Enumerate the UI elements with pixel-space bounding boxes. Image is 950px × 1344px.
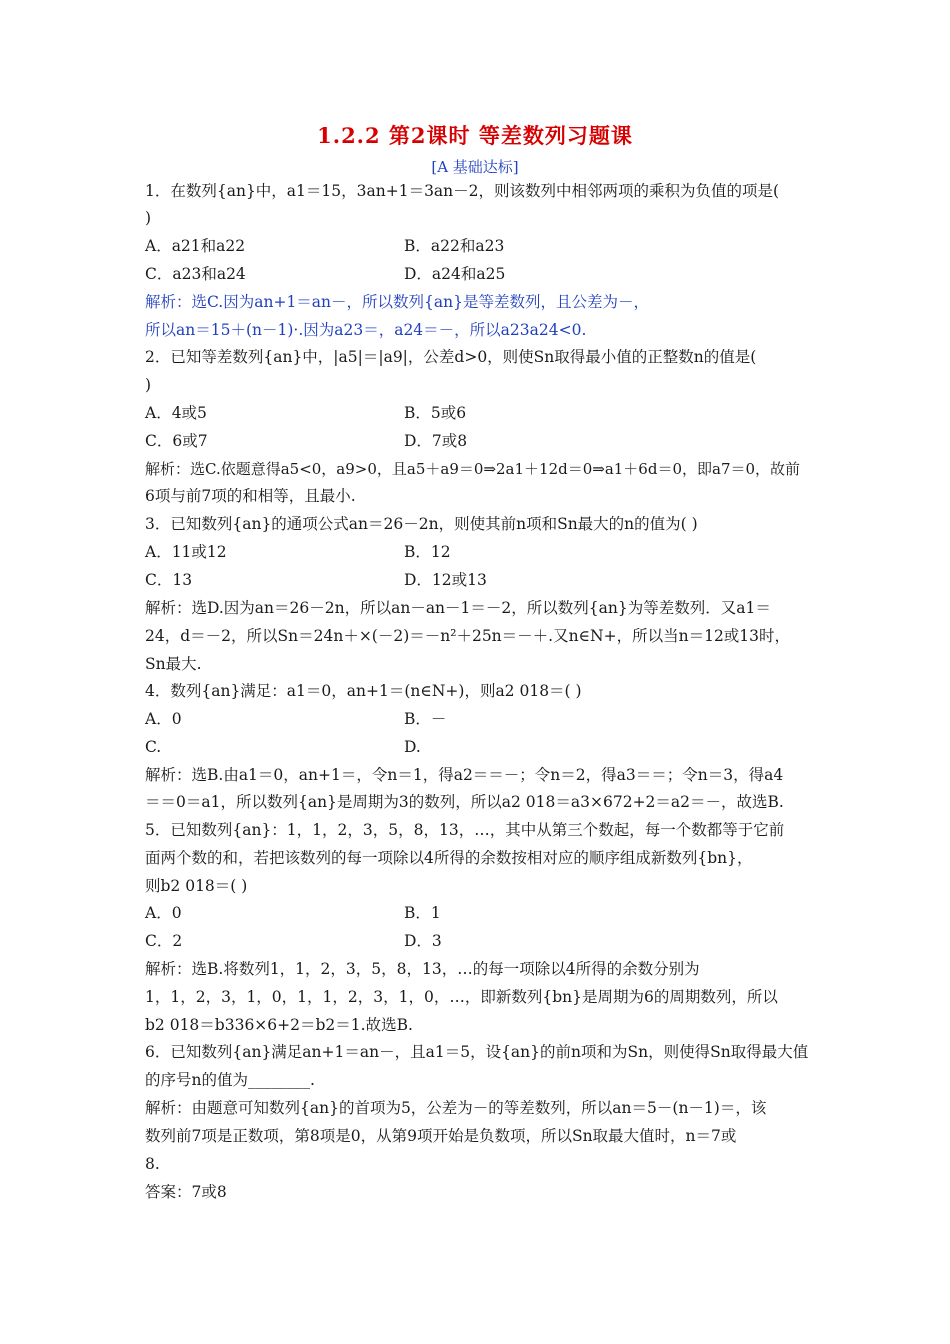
question-6-analysis-end: 8. <box>145 1155 160 1173</box>
question-3-option-d: D．12或13 <box>404 571 487 589</box>
question-6-stem-cont: 的序号n的值为________. <box>145 1071 315 1089</box>
question-6-analysis: 解析：由题意可知数列{an}的首项为5，公差为－的等差数列，所以an＝5－(n－1)＝，该 <box>145 1099 767 1117</box>
question-5-analysis-end: b2 018＝b336×6+2＝b2＝1.故选B. <box>145 1016 413 1034</box>
question-1-option-a: A．a21和a22 <box>145 237 246 255</box>
question-6-analysis-cont: 数列前7项是正数项，第8项是0，从第9项开始是负数项，所以Sn取最大值时，n＝7或 <box>145 1127 737 1145</box>
question-3-stem: 3．已知数列{an}的通项公式an＝26－2n，则使其前n项和Sn最大的n的值为( ) <box>145 515 698 533</box>
question-5-stem-cont: 面两个数的和，若把该数列的每一项除以4所得的余数按相对应的顺序组成新数列{bn}， <box>145 849 753 867</box>
page-title: 1.2.2 第2课时 等差数列习题课 <box>317 123 633 148</box>
question-2-option-d: D．7或8 <box>404 432 468 450</box>
question-2-stem-cont: ) <box>145 376 152 394</box>
question-3-analysis: 解析：选D.因为an＝26－2n，所以an－an－1＝－2，所以数列{an}为等差数列．又a1＝ <box>145 599 771 617</box>
question-2-option-a: A．4或5 <box>145 404 207 422</box>
question-1-option-c: C．a23和a24 <box>145 265 246 283</box>
question-5-option-d: D．3 <box>404 932 442 950</box>
question-6-stem: 6．已知数列{an}满足an+1＝an－，且a1＝5，设{an}的前n项和为Sn，则使得Sn取得最大值 <box>145 1043 809 1061</box>
question-2-option-c: C．6或7 <box>145 432 208 450</box>
question-2-stem: 2．已知等差数列{an}中，|a5|＝|a9|，公差d>0，则使Sn取得最小值的正整数n的值是( <box>145 348 757 366</box>
question-1-option-b: B．a22和a23 <box>404 237 505 255</box>
question-4-option-b: B．－ <box>404 710 447 728</box>
question-3-analysis-cont: 24，d＝－2，所以Sn＝24n＋×(－2)＝－n²＋25n＝－＋.又n∈N+，所以当n＝12或13时， <box>145 627 791 645</box>
section-tag: [A 基础达标] <box>431 158 519 176</box>
question-5-option-a: A．0 <box>145 904 182 922</box>
question-3-analysis-end: Sn最大. <box>145 655 202 673</box>
question-1-stem-cont: ) <box>145 209 152 227</box>
question-2-option-b: B．5或6 <box>404 404 467 422</box>
question-5-option-b: B．1 <box>404 904 441 922</box>
question-5-stem-end: 则b2 018＝( ) <box>145 877 248 895</box>
question-4-analysis-cont: ＝＝0＝a1，所以数列{an}是周期为3的数列，所以a2 018＝a3×672+2＝a2＝－，故选B. <box>145 793 784 811</box>
question-3-option-c: C．13 <box>145 571 193 589</box>
question-4-stem: 4．数列{an}满足：a1＝0，an+1＝(n∈N+)，则a2 018＝( ) <box>145 682 582 700</box>
question-2-analysis: 解析：选C.依题意得a5<0，a9>0，且a5＋a9＝0⇒2a1＋12d＝0⇒a1＋6d＝0，即a7＝0，故前 <box>145 460 801 478</box>
question-5-analysis-cont: 1，1，2，3，1，0，1，1，2，3，1，0，…，即新数列{bn}是周期为6的周期数列，所以 <box>145 988 778 1006</box>
question-3-option-b: B．12 <box>404 543 451 561</box>
question-2-analysis-cont: 6项与前7项的和相等，且最小. <box>145 487 356 505</box>
question-4-option-d: D. <box>404 738 421 756</box>
question-5-option-c: C．2 <box>145 932 183 950</box>
question-3-option-a: A．11或12 <box>145 543 227 561</box>
question-4-analysis: 解析：选B.由a1＝0，an+1＝，令n＝1，得a2＝＝－；令n＝2，得a3＝＝；令n＝3，得a4 <box>145 766 784 784</box>
question-1-analysis-cont: 所以an＝15＋(n－1)·.因为a23＝，a24＝－，所以a23a24<0. <box>145 321 587 339</box>
question-1-option-d: D．a24和a25 <box>404 265 506 283</box>
question-6-answer: 答案：7或8 <box>145 1183 227 1201</box>
question-4-option-a: A．0 <box>145 710 182 728</box>
question-5-stem: 5．已知数列{an}：1，1，2，3，5，8，13，…，其中从第三个数起，每一个数都等于它前 <box>145 821 785 839</box>
question-1-analysis: 解析：选C.因为an+1＝an－，所以数列{an}是等差数列，且公差为－， <box>145 293 649 311</box>
question-4-option-c: C. <box>145 738 162 756</box>
question-5-analysis: 解析：选B.将数列1，1，2，3，5，8，13，…的每一项除以4所得的余数分别为 <box>145 960 700 978</box>
question-1-stem: 1．在数列{an}中，a1＝15，3an+1＝3an－2，则该数列中相邻两项的乘积为负值的项是( <box>145 182 780 200</box>
